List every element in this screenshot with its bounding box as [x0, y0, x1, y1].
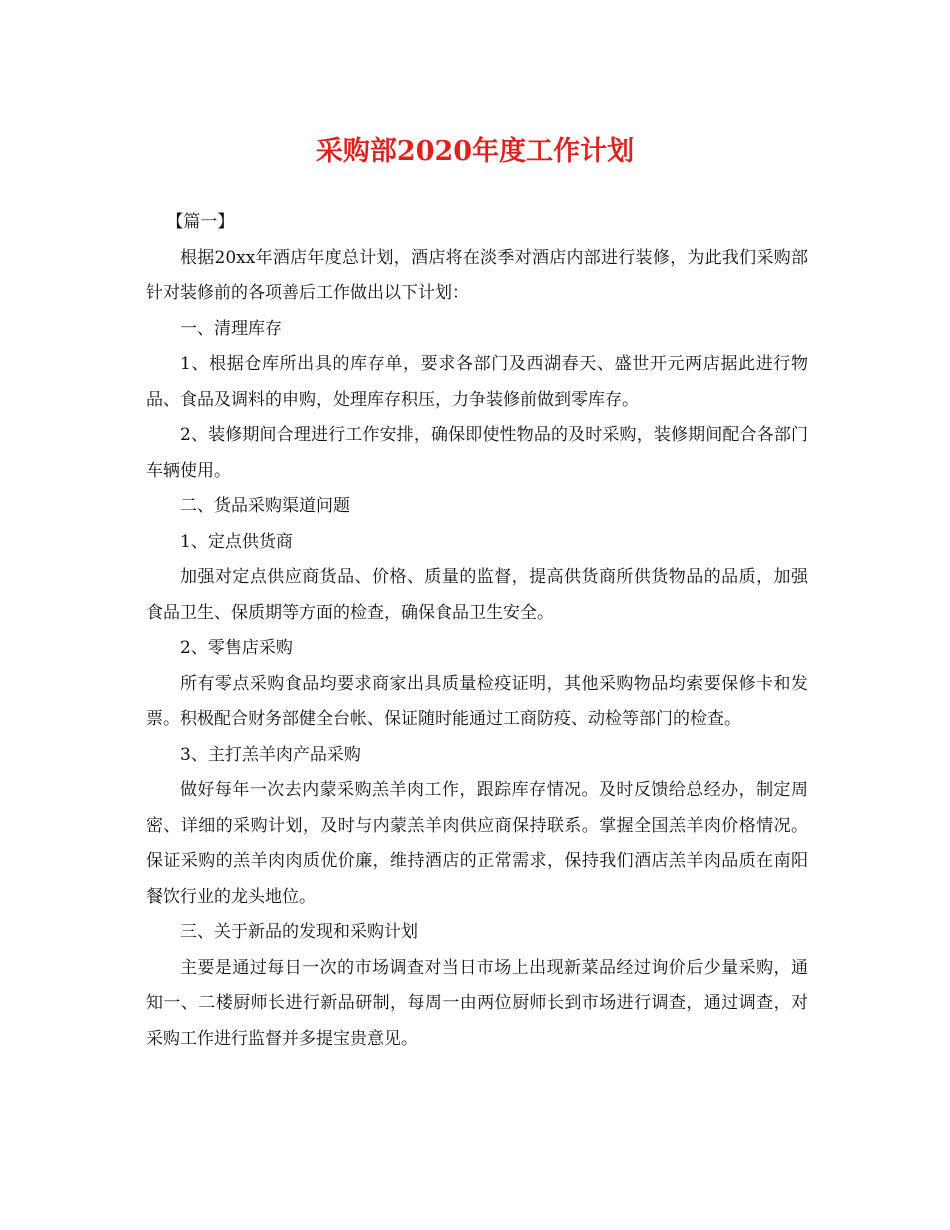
paragraph-2-1: 加强对定点供应商货品、价格、质量的监督，提高供货商所供货物品的品质，加强食品卫生、保质期等方面的检查，确保食品卫生安全。: [146, 567, 808, 623]
paragraph-2-2: 所有零点采购食品均要求商家出具质量检疫证明，其他采购物品均索要保修卡和发票。积极配合财务部健全台帐、保证随时能通过工商防疫、动检等部门的检查。: [146, 673, 808, 729]
heading-3: 三、关于新品的发现和采购计划: [180, 922, 418, 942]
section-label: 【篇一】: [166, 212, 235, 232]
document-title: 采购部2020年度工作计划: [315, 136, 635, 167]
intro-paragraph: 根据20xx年酒店年度总计划，酒店将在淡季对酒店内部进行装修，为此我们采购部针对装修前的各项善后工作做出以下计划：: [146, 247, 808, 303]
subheading-2-3: 3、主打羔羊肉产品采购: [180, 744, 361, 765]
heading-1: 一、清理库存: [180, 318, 282, 339]
document-body: [146, 205, 808, 1057]
paragraph-3: 主要是通过每日一次的市场调查对当日市场上出现新菜品经过询价后少量采购，通知一、二楼厨师长进行新品研制，每周一由两位厨师长到市场进行调查，通过调查，对采购工作进行监督并多提宝贵意见。: [146, 957, 808, 1049]
heading-2: 二、货品采购渠道问题: [180, 496, 350, 516]
paragraph-2-3: 做好每年一次去内蒙采购羔羊肉工作，跟踪库存情况。及时反馈给总经办，制定周密、详细的采购计划，及时与内蒙羔羊肉供应商保持联系。掌握全国羔羊肉价格情况。保证采购的羔羊肉肉质优价廉，维持酒店的正常需求，保持我们酒店羔羊肉品质在南阳餐饮行业的龙头地位。: [146, 780, 808, 907]
subheading-2-1: 1、定点供货商: [180, 531, 293, 552]
paragraph-1-1: 1、根据仓库所出具的库存单，要求各部门及西湖春天、盛世开元两店据此进行物品、食品及调料的申购，处理库存积压，力争装修前做到零库存。: [146, 354, 808, 410]
subheading-2-2: 2、零售店采购: [180, 638, 293, 658]
paragraph-1-2: 2、装修期间合理进行工作安排，确保即使性物品的及时采购，装修期间配合各部门车辆使用。: [146, 425, 808, 481]
